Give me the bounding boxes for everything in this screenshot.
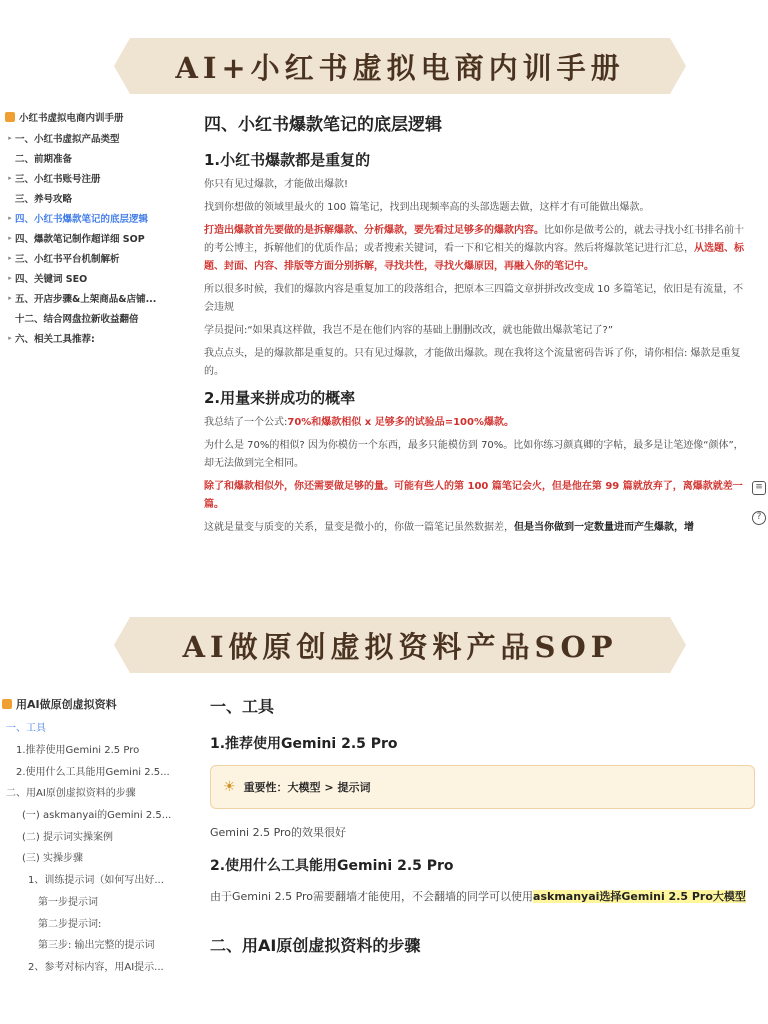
toc-item[interactable] (5, 268, 180, 288)
subsection-heading: 2.使用什么工具能用Gemini 2.5 Pro (210, 858, 454, 874)
doc-panel-1 (0, 96, 768, 536)
section-heading: 一、工具 (210, 697, 275, 716)
toc-item-label: 四、关键词 SEO (15, 274, 88, 285)
toc-item-label: 二、前期准备 (15, 154, 73, 165)
body-text: 这就是量变与质变的关系，量变是微小的，你做一篇笔记虽然数据差， (204, 522, 514, 533)
bold-text: 但是当你做到一定数量进而产生爆款，增 (514, 522, 694, 533)
toc-item[interactable] (2, 933, 177, 955)
chevron-right-icon[interactable]: ▸ (8, 334, 12, 342)
paragraph (210, 887, 755, 907)
book-icon (2, 699, 12, 709)
body-text: 我总结了一个公式: (204, 417, 288, 428)
toc-item[interactable] (5, 168, 180, 188)
book-icon (5, 112, 15, 122)
chevron-right-icon[interactable]: ▸ (8, 234, 12, 242)
toc-item-label: (一) askmanyai的Gemini 2.5... (22, 810, 172, 822)
table-of-contents (2, 696, 177, 976)
toc-header[interactable] (2, 696, 177, 712)
paragraph: 所以很多时候，我们的爆款内容是重复加工的段落组合，把原本三四篇文章拼拼改改变成 10 多篇笔记，依旧是有流量，不会违规 (204, 284, 744, 313)
doc-icon[interactable]: ≡ (752, 481, 766, 495)
toc-item[interactable] (2, 955, 177, 977)
toc-item[interactable] (2, 803, 177, 825)
paragraph: 找到你想做的领域里最火的 100 篇笔记，找到出现频率高的头部选题去做，这样才有可能做出爆款。 (204, 202, 650, 213)
toc-item-label: 1.推荐使用Gemini 2.5 Pro (16, 745, 140, 757)
toc-item-label: 1、训练提示词（如何写出好... (28, 875, 164, 887)
header-banner (130, 617, 670, 673)
document-body (210, 688, 755, 972)
callout-text: 重要性：大模型 > 提示词 (243, 781, 371, 794)
toc-item-label: 一、工具 (6, 723, 46, 735)
toc-item-label: 三、小红书账号注册 (15, 174, 101, 185)
toc-item[interactable] (2, 781, 177, 803)
emphasis-text: 打造出爆款首先要做的是拆解爆款、分析爆款，要先看过足够多的爆款内容。 (204, 225, 544, 236)
toc-header[interactable] (5, 110, 180, 124)
toc-item-label: 2.使用什么工具能用Gemini 2.5... (16, 766, 170, 778)
chevron-right-icon[interactable]: ▸ (8, 174, 12, 182)
toc-item-label: 十二、结合网盘拉新收益翻倍 (15, 314, 139, 325)
help-icon[interactable]: ? (752, 511, 766, 525)
body-text: 比如你是做考公的，就去寻找小红书排名前十的考公博主，拆解他们的优质作品；或者搜索关键词，看一下和它相关的爆款内容。然后将爆款笔记进行汇总， (204, 225, 744, 254)
toc-item[interactable] (5, 208, 180, 228)
highlight-text: askmanyai选择Gemini 2.5 Pro大模型 (533, 890, 746, 903)
section-heading: 四、小红书爆款笔记的底层逻辑 (204, 115, 442, 135)
toc-item[interactable] (5, 228, 180, 248)
banner-title: AI做原创虚拟资料产品SOP (182, 629, 618, 664)
subsection-heading: 1.推荐使用Gemini 2.5 Pro (210, 736, 398, 752)
chevron-right-icon[interactable]: ▸ (8, 254, 12, 262)
banner-title: AI+小红书虚拟电商内训手册 (175, 50, 625, 85)
toc-item-label: (三) 实操步骤 (22, 853, 83, 865)
doc-panel-2 (0, 688, 768, 1024)
chevron-right-icon[interactable]: ▸ (8, 214, 12, 222)
emphasis-paragraph: 除了和爆款相似外，你还需要做足够的量。可能有些人的第 100 篇笔记会火，但是他在第 99 篇就放弃了，离爆款就差一篇。 (204, 481, 743, 510)
toc-title: 用AI做原创虚拟资料 (16, 698, 117, 711)
paragraph: 为什么是 70%的相似? 因为你模仿一个东西，最多只能模仿到 70%。比如你练习颜真卿的字帖，最多是让笔迹像“颜体”，却无法做到完全相同。 (204, 440, 744, 469)
toc-title: 小红书虚拟电商内训手册 (19, 113, 124, 124)
chevron-right-icon[interactable]: ▸ (8, 134, 12, 142)
body-text: 由于Gemini 2.5 Pro需要翻墙才能使用，不会翻墙的同学可以使用 (210, 890, 534, 903)
toc-item[interactable] (2, 846, 177, 868)
chevron-right-icon[interactable]: ▸ (8, 294, 12, 302)
paragraph (204, 519, 744, 536)
document-body (204, 96, 744, 536)
toc-item-label: 第三步: 输出完整的提示词 (38, 940, 155, 952)
toc-item-label: 三、小红书平台机制解析 (15, 254, 120, 265)
toc-item[interactable] (5, 148, 180, 168)
toc-item[interactable] (2, 911, 177, 933)
subsection-heading: 2.用量来拼成功的概率 (204, 389, 356, 407)
paragraph: 学员提问:“如果真这样做，我岂不是在他们内容的基础上删删改改，就也能做出爆款笔记了?” (204, 325, 614, 336)
paragraph: 我点点头，是的爆款都是重复的。只有见过爆款，才能做出爆款。现在我将这个流量密码告诉了你，请你相信: 爆款是重复的。 (204, 348, 741, 377)
toc-item[interactable] (5, 328, 180, 348)
toc-item[interactable] (2, 716, 177, 738)
lightbulb-icon: ☀ (223, 779, 236, 795)
section-heading: 二、用AI原创虚拟资料的步骤 (210, 936, 421, 955)
toc-item[interactable] (2, 868, 177, 890)
toc-item-label: 第二步提示词: (38, 918, 102, 930)
paragraph (204, 414, 744, 432)
formula-text: 70%和爆款相似 x 足够多的试验品=100%爆款。 (287, 417, 514, 428)
toc-item-label: 五、开店步骤&上架商品&店铺... (15, 294, 157, 305)
toc-item-label: 四、爆款笔记制作超详细 SOP (15, 234, 145, 245)
toc-item-label: 三、养号攻略 (15, 194, 73, 205)
chevron-right-icon[interactable]: ▸ (8, 274, 12, 282)
toc-item[interactable] (2, 738, 177, 760)
toc-item-label: 2、参考对标内容，用AI提示... (28, 961, 164, 973)
header-banner (130, 38, 670, 94)
toc-item-label: 六、相关工具推荐: (15, 334, 95, 345)
table-of-contents (5, 110, 180, 348)
toc-item[interactable] (2, 890, 177, 912)
toc-item[interactable] (5, 128, 180, 148)
toc-item-label: 第一步提示词 (38, 896, 98, 908)
toc-item-label: 四、小红书爆款笔记的底层逻辑 (15, 214, 149, 225)
toc-item[interactable] (5, 288, 180, 308)
paragraph: Gemini 2.5 Pro的效果很好 (210, 826, 347, 839)
paragraph (204, 222, 744, 276)
side-toolbar (752, 481, 766, 525)
toc-item[interactable] (5, 308, 180, 328)
callout-box (210, 765, 755, 809)
toc-item-label: 二、用AI原创虚拟资料的步骤 (6, 788, 136, 800)
toc-item-label: (二) 提示词实操案例 (22, 831, 113, 843)
emphasis-text: 从选题、标题、封面、内容、排版等方面分别拆解，寻找共性，寻找火爆原因，再融入你的笔记中。 (204, 243, 744, 272)
subsection-heading: 1.小红书爆款都是重复的 (204, 151, 371, 169)
toc-item[interactable] (2, 759, 177, 781)
toc-item[interactable] (2, 824, 177, 846)
toc-item[interactable] (5, 248, 180, 268)
paragraph: 你只有见过爆款，才能做出爆款! (204, 179, 349, 190)
toc-item[interactable] (5, 188, 180, 208)
toc-item-label: 一、小红书虚拟产品类型 (15, 134, 120, 145)
